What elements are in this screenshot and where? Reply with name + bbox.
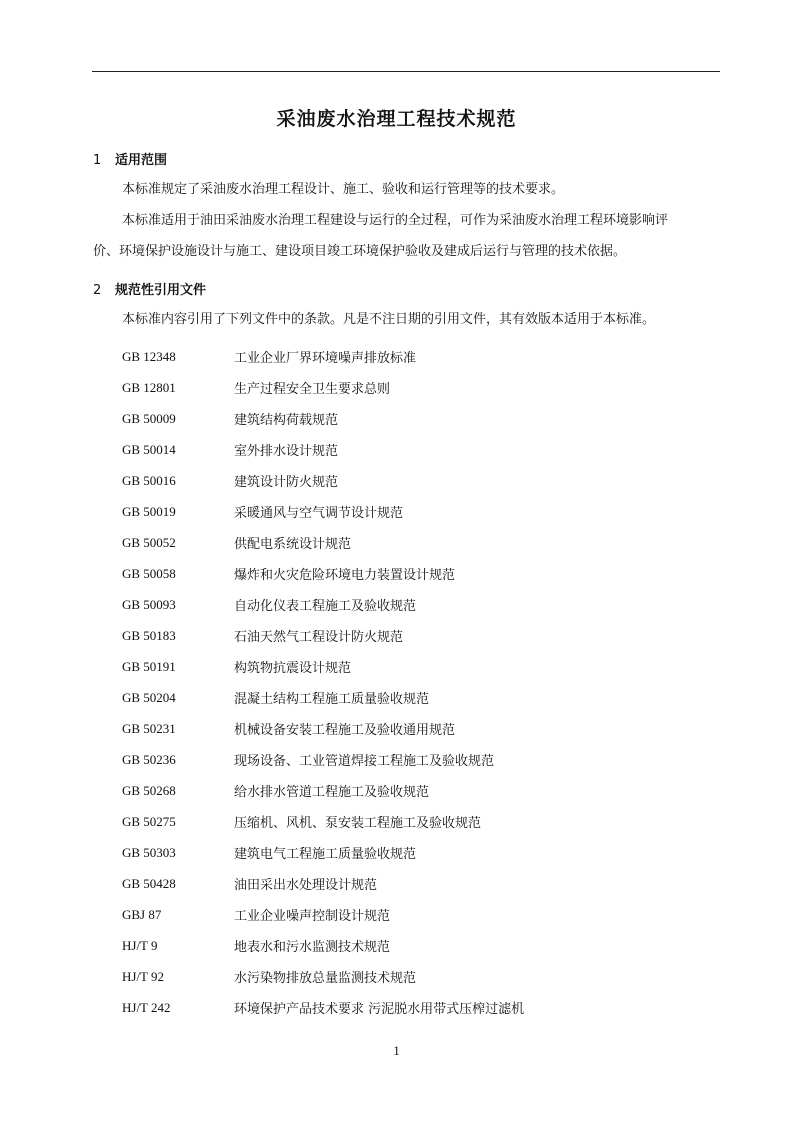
reference-item [122,589,662,620]
reference-code: GB 50052 [122,534,176,550]
reference-name: 地表水和污水监测技术规范 [234,940,391,955]
reference-name: 压缩机、风机、泵安装工程施工及验收规范 [234,816,482,831]
reference-item [122,744,662,775]
section-1-paragraph-1: 本标准规定了采油废水治理工程设计、施工、验收和运行管理等的技术要求。 [122,182,565,197]
reference-code: HJ/T 9 [122,937,158,953]
reference-code: GB 50093 [122,596,176,612]
reference-code: GB 12801 [122,379,176,395]
reference-code: GB 12348 [122,348,176,364]
reference-item [122,403,662,434]
reference-code: GB 50275 [122,813,176,829]
reference-name: 石油天然气工程设计防火规范 [234,630,404,645]
section-2-intro: 本标准内容引用了下列文件中的条款。凡是不注日期的引用文件，其有效版本适用于本标准。 [122,312,656,327]
reference-item [122,713,662,744]
reference-code: GBJ 87 [122,906,162,922]
reference-item [122,930,662,961]
reference-name: 生产过程安全卫生要求总则 [234,382,391,397]
section-2-title: 规范性引用文件 [115,283,207,298]
reference-code: GB 50183 [122,627,176,643]
section-1-number: 1 [93,153,102,168]
reference-name: 混凝土结构工程施工质量验收规范 [234,692,430,707]
reference-code: GB 50019 [122,503,176,519]
reference-code: HJ/T 242 [122,999,171,1015]
reference-item [122,341,662,372]
reference-name: 建筑电气工程施工质量验收规范 [234,847,417,862]
reference-item [122,837,662,868]
reference-item [122,682,662,713]
document-title: 采油废水治理工程技术规范 [276,108,517,130]
reference-name: 机械设备安装工程施工及验收通用规范 [234,723,456,738]
reference-name: 给水排水管道工程施工及验收规范 [234,785,430,800]
reference-item [122,558,662,589]
reference-code: HJ/T 92 [122,968,165,984]
reference-item [122,496,662,527]
section-2-heading [93,279,206,298]
section-1-heading [93,149,167,168]
reference-item [122,465,662,496]
reference-name: 室外排水设计规范 [234,444,339,459]
reference-item [122,527,662,558]
section-2-number: 2 [93,283,102,298]
section-1-paragraph-2-line-1: 本标准适用于油田采油废水治理工程建设与运行的全过程，可作为采油废水治理工程环境影响评 [122,213,669,228]
reference-code: GB 50303 [122,844,176,860]
reference-code: GB 50231 [122,720,176,736]
reference-item [122,651,662,682]
reference-name: 建筑设计防火规范 [234,475,339,490]
reference-list [122,341,662,1023]
reference-item [122,992,662,1023]
reference-item [122,899,662,930]
reference-item [122,620,662,651]
reference-name: 构筑物抗震设计规范 [234,661,352,676]
reference-item [122,434,662,465]
reference-name: 采暖通风与空气调节设计规范 [234,506,404,521]
section-1-paragraph-2-line-2: 价、环境保护设施设计与施工、建设项目竣工环境保护验收及建成后运行与管理的技术依据。 [93,244,627,259]
reference-name: 油田采出水处理设计规范 [234,878,378,893]
page-number: 1 [393,1043,400,1058]
reference-code: GB 50191 [122,658,176,674]
reference-name: 工业企业厂界环境噪声排放标准 [234,351,417,366]
reference-code: GB 50236 [122,751,176,767]
reference-code: GB 50016 [122,472,176,488]
reference-name: 建筑结构荷载规范 [234,413,339,428]
header-rule [92,71,720,72]
reference-name: 环境保护产品技术要求 污泥脱水用带式压榨过滤机 [234,1002,525,1017]
reference-name: 水污染物排放总量监测技术规范 [234,971,417,986]
reference-code: GB 50014 [122,441,176,457]
reference-name: 自动化仪表工程施工及验收规范 [234,599,417,614]
reference-code: GB 50009 [122,410,176,426]
reference-item [122,775,662,806]
reference-item [122,961,662,992]
reference-name: 爆炸和火灾危险环境电力装置设计规范 [234,568,456,583]
reference-item [122,806,662,837]
reference-name: 现场设备、工业管道焊接工程施工及验收规范 [234,754,495,769]
reference-code: GB 50428 [122,875,176,891]
reference-code: GB 50268 [122,782,176,798]
reference-name: 工业企业噪声控制设计规范 [234,909,391,924]
reference-code: GB 50204 [122,689,176,705]
reference-item [122,372,662,403]
section-1-title: 适用范围 [115,153,168,168]
reference-name: 供配电系统设计规范 [234,537,352,552]
reference-item [122,868,662,899]
reference-code: GB 50058 [122,565,176,581]
